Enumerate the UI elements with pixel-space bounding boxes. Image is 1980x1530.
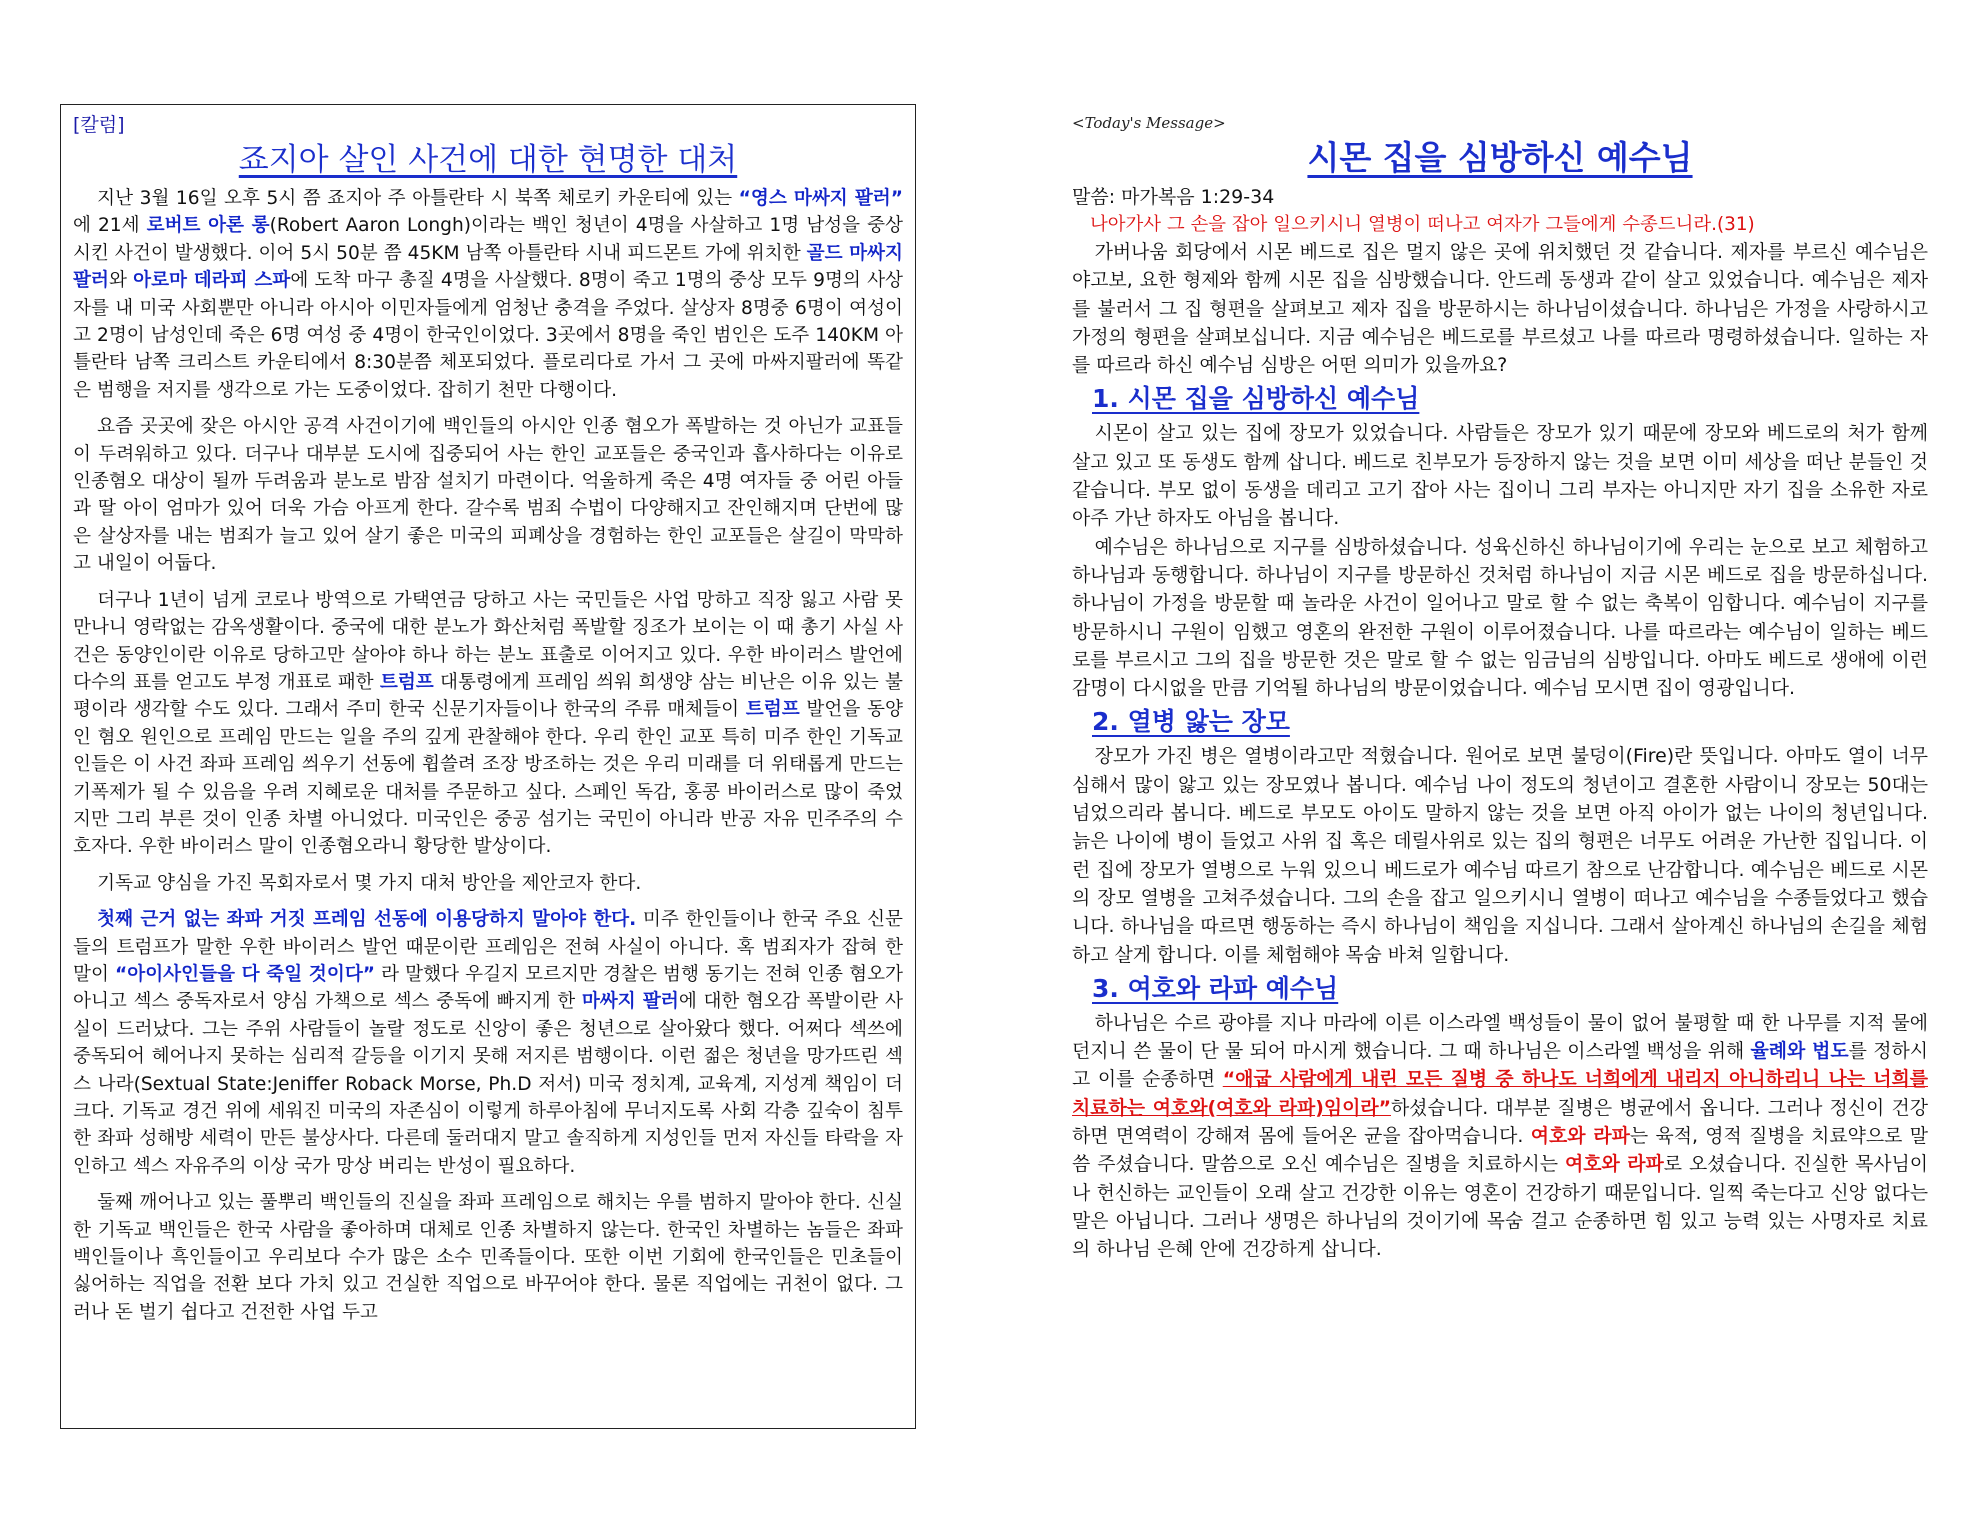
highlight-jehovah-rapha-2: 여호와 라파 bbox=[1564, 1153, 1664, 1176]
highlight-trump-2: 트럼프 bbox=[745, 699, 800, 721]
column-paragraph-1: 지난 3월 16일 오후 5시 쯤 죠지아 주 아틀란타 시 북쪽 체로키 카운티에 있는 “영스 마싸지 팔러” 에 21세 로버트 아론 롱(Robert Aaron Longh)이라는 백인 청년이 4명을 사살하고 1명 남성을 중상시킨 사건이 발생했다. 이어 5시 50분 쯤 45KM 남쪽 아틀란타 시내 피드몬트 가에 위치한 골드 마싸지 팔러와 아로마 데라피 스파에 도착 마구 총질 4명을 사살했다. 8명이 죽고 1명의 중상 모두 9명의 사상자를 내 미국 사회뿐만 아니라 아시아 이민자들에게 엄청난 충격을 주었다. 살상자 8명중 6명이 여성이고 2명이 남성인데 죽은 6명 여성 중 4명이 한국인이었다. 3곳에서 8명을 죽인 범인은 도주 140KM 아틀란타 남쪽 크리스트 카운티에서 8:30분쯤 체포되었다. 플로리다로 가서 그 곳에 마싸지팔러에 똑같은 범행을 저지를 생각으로 가는 도중이었다. 잡히기 천만 다행이다. bbox=[73, 188, 904, 401]
section-1-paragraph-2: 예수님은 하나님으로 지구를 심방하셨습니다. 성육신하신 하나님이기에 우리는 눈으로 보고 체험하고 하나님과 동행합니다. 하나님이 지구를 방문하신 것처럼 하나님이 지금 시몬 베드로 집을 방문하십니다. 하나님이 가정을 방문할 때 놀라운 사건이 일어나고 말로 할 수 없는 축복이 임합니다. 예수님이 지구를 방문하시니 구원이 임했고 영혼의 완전한 구원이 이루어졌습니다. 나를 따르라는 예수님이 일하는 베드로를 부르시고 그의 집을 방문한 것은 말로 할 수 없는 임금님의 심방입니다. 아마도 베드로 생애에 이런 감명이 다시없을 만큼 기억될 하나님의 방문이었습니다. 예수님 모시면 집이 영광입니다. bbox=[1072, 535, 1928, 700]
message-title: 시몬 집을 심방하신 예수님 bbox=[1307, 138, 1693, 177]
column-paragraph-2: 요즘 곳곳에 잦은 아시안 공격 사건이기에 백인들의 아시안 인종 혐오가 폭발하는 것 아닌가 교표들이 두려워하고 있다. 더구나 대부분 도시에 집중되어 사는 한인 교포들은 중국인과 흡사하다는 이유로 인종혐오 대상이 될까 두려움과 분노로 밤잠 설치기 마련이다. 억울하게 죽은 4명 여자들 중 어린 아들과 딸 아이 엄마가 있어 더욱 가슴 아프게 한다. 갈수록 범죄 수법이 다양해지고 잔인해지며 단번에 많은 살상자를 내는 범죄가 늘고 있어 살기 좋은 미국의 피폐상을 경험하는 한인 교포들은 살길이 막막하고 내일이 어둡다. bbox=[73, 416, 903, 575]
section-1-heading: 1. 시몬 집을 심방하신 예수님 bbox=[1092, 384, 1420, 414]
highlight-quote: “아이사인들을 다 죽일 것이다” bbox=[115, 963, 375, 985]
column-paragraph-6: 둘째 깨어나고 있는 풀뿌리 백인들의 진실을 좌파 프레임으로 해치는 우를 범하지 말아야 한다. 신실한 기독교 백인들은 한국 사람을 좋아하며 대체로 인종 차별하지 않는다. 한국인 차별하는 놈들은 좌파 백인들이나 흑인들이고 우리보다 수가 많은 소수 민족들이다. 또한 이번 기회에 한국인들은 민초들이 싫어하는 직업을 전환 보다 가치 있고 건실한 직업으로 바꾸어야 한다. 물론 직업에는 귀천이 없다. 그러나 돈 벌기 쉽다고 건전한 사업 두고 bbox=[73, 1192, 903, 1323]
column-title: 죠지아 살인 사건에 대한 현명한 대처 bbox=[238, 142, 738, 178]
message-body bbox=[1072, 184, 1928, 1264]
column-article bbox=[60, 104, 916, 1429]
right-page bbox=[1070, 0, 1930, 1530]
section-1-paragraph-1: 시몬이 살고 있는 집에 장모가 있었습니다. 사람들은 장모가 있기 때문에 장모와 베드로의 처가 함께 살고 있고 또 동생도 함께 삽니다. 베드로 친부모가 등장하지 않는 것을 보면 이미 세상을 떠난 분들인 것 같습니다. 부모 없이 동생을 데리고 고기 잡아 사는 집이니 그리 부자는 아니지만 자기 집을 소유한 자로 아주 가난 하자도 아님을 봅니다. bbox=[1072, 422, 1928, 530]
key-verse: 나아가사 그 손을 잡아 일으키시니 열병이 떠나고 여자가 그들에게 수종드니라.(31) bbox=[1090, 214, 1755, 235]
highlight-statutes: 율례와 법도 bbox=[1750, 1040, 1849, 1063]
todays-message-label: <Today's Message> bbox=[1072, 114, 1226, 132]
highlight-exodus-quote: “애굽 사람에게 내린 모든 질병 중 하나도 너희에게 내리지 아니하리니 나는 너희를 치료하는 여호와(여호와 라파)임이라” bbox=[1072, 1068, 1928, 1119]
section-2-paragraph: 장모가 가진 병은 열병이라고만 적혔습니다. 원어로 보면 불덩이(Fire)란 뜻입니다. 아마도 열이 너무 심해서 많이 앓고 있는 장모였나 봅니다. 예수님 나이 정도의 청년이고 결혼한 사람이니 장모는 50대는 넘었으리라 봅니다. 베드로 부모도 아이도 말하지 않는 것을 보면 아직 아이가 없는 나이의 청년입니다. 늙은 나이에 병이 들었고 사위 집 혹은 데릴사위로 있는 집의 형편은 너무도 어려운 가난한 집입니다. 이런 집에 장모가 열병으로 누워 있으니 베드로가 예수님 따르기 참으로 난감합니다. 예수님은 베드로 시몬의 장모 열병을 고쳐주셨습니다. 그의 손을 잡고 일으키시니 열병이 떠나고 예수님을 수종들었다고 했습니다. 하나님을 따르면 행동하는 즉시 하나님이 책임을 지십니다. 그래서 살아계신 하나님의 손길을 체험하고 살게 합니다. 이를 체험해야 목숨 바쳐 일합니다. bbox=[1072, 745, 1928, 966]
highlight-youngs-massage: “영스 마싸지 팔러” bbox=[738, 188, 903, 209]
highlight-trump-1: 트럼프 bbox=[379, 671, 434, 693]
highlight-gold-massage: 골드 마싸지 팔러 bbox=[73, 242, 903, 292]
section-2-heading: 2. 열병 앓는 장모 bbox=[1092, 707, 1290, 737]
highlight-massage-parlor: 마싸지 팔러 bbox=[581, 991, 679, 1013]
column-paragraph-5: 첫째 근거 없는 좌파 거짓 프레임 선동에 이용당하지 말아야 한다. 미주 한인들이나 한국 주요 신문들의 트럼프가 말한 우한 바이러스 발언 때문이란 프레임은 전혀 사실이 아니다. 혹 범죄자가 잡혀 한 말이 “아이사인들을 다 죽일 것이다” 라 말했다 우길지 모르지만 경찰은 범행 동기는 전혀 인종 혐오가 아니고 섹스 중독자로서 양심 가책으로 섹스 중독에 빠지게 한 마싸지 팔러에 대한 혐오감 폭발이란 사실이 드러났다. 그는 주위 사람들이 놀랄 정도로 신앙이 좋은 청년으로 살아왔다 했다. 어쩌다 섹쓰에 중독되어 헤어나지 못하는 심리적 갈등을 이기지 못해 저지른 범행이다. 이런 젊은 청년을 망가뜨린 섹스 나라(Sextual State:Jeniffer Roback Morse, Ph.D 저서) 미국 정치계, 교육계, 지성계 책임이 더 크다. 기독교 경건 위에 세워진 미국의 자존심이 이렇게 하루아침에 무너지도록 사회 각층 깊숙이 침투한 좌파 성해방 세력이 만든 불상사다. 다른데 둘러대지 말고 솔직하게 지성인들 먼저 자신들 타락을 자인하고 섹스 자유주의 이상 국가 망상 버리는 반성이 필요하다. bbox=[73, 909, 903, 1177]
left-page bbox=[60, 0, 918, 1530]
column-paragraph-3: 더구나 1년이 넘게 코로나 방역으로 가택연금 당하고 사는 국민들은 사업 망하고 직장 잃고 사람 못 만나니 영락없는 감옥생활이다. 중국에 대한 분노가 화산처럼 폭발할 징조가 보이는 이 때 총기 사실 사건은 동양인이란 이유로 당하고만 살아야 하나 하는 분노 표출로 이어지고 있다. 우한 바이러스 발언에 다수의 표를 얻고도 부정 개표로 패한 트럼프 대통령에게 프레임 씌워 희생양 삼는 비난은 이유 있는 불평이라 생각할 수도 있다. 그래서 주미 한국 신문기자들이나 한국의 주류 매체들이 트럼프 발언을 동양인 혐오 원인으로 프레임 만드는 일을 주의 깊게 관찰해야 한다. 우리 한인 교포 특히 미주 한인 기독교인들은 이 사건 좌파 프레임 씌우기 선동에 휩쓸려 조장 방조하는 것은 우리 미래를 더 위태롭게 만드는 기폭제가 될 수 있음을 우려 지혜로운 대처를 주문하고 싶다. 스페인 독감, 홍콩 바이러스로 많이 죽었지만 그리 부른 것이 인종 차별 아니었다. 미국인은 중공 섬기는 국민이 아니라 반공 자유 민주주의 수호자다. 우한 바이러스 말이 인종혐오라니 황당한 발상이다. bbox=[73, 589, 904, 858]
highlight-jehovah-rapha-1: 여호와 라파 bbox=[1530, 1125, 1630, 1148]
section-3-heading: 3. 여호와 라파 예수님 bbox=[1092, 973, 1339, 1003]
highlight-robert-aaron-long: 로버트 아론 롱 bbox=[146, 215, 270, 237]
column-tag: [칼럼] bbox=[73, 114, 125, 136]
column-paragraph-4: 기독교 양심을 가진 목회자로서 몇 가지 대처 방안을 제안코자 한다. bbox=[97, 872, 642, 894]
highlight-first-point: 첫째 근거 없는 좌파 거짓 프레임 선동에 이용당하지 말아야 한다. bbox=[97, 909, 637, 931]
highlight-aroma-spa: 아로마 데라피 스파 bbox=[133, 270, 291, 292]
scripture-reference: 말씀: 마가복음 1:29-34 bbox=[1072, 186, 1275, 208]
section-3-paragraph: 하나님은 수르 광야를 지나 마라에 이른 이스라엘 백성들이 물이 없어 불평할 때 한 나무를 지적 물에 던지니 쓴 물이 단 물 되어 마시게 했습니다. 그 때 하나님은 이스라엘 백성을 위해 율례와 법도를 정하시고 이를 순종하면 “애굽 사람에게 내린 모든 질병 중 하나도 너희에게 내리지 아니하리니 나는 너희를 치료하는 여호와(여호와 라파)임이라”하셨습니다. 대부분 질병은 병균에서 옵니다. 그러나 정신이 건강하면 면역력이 강해져 몸에 들어온 균을 잡아먹습니다. 여호와 라파는 육적, 영적 질병을 치료약으로 말씀 주셨습니다. 말씀으로 오신 예수님은 질병을 치료하시는 여호와 라파로 오셨습니다. 진실한 목사님이나 헌신하는 교인들이 오래 살고 건강한 이유는 영혼이 건강하기 때문입니다. 일찍 죽는다고 신앙 없다는 말은 아닙니다. 그러나 생명은 하나님의 것이기에 목숨 걸고 순종하면 힘 있고 능력 있는 사명자로 치료의 하나님 은혜 안에 건강하게 삽니다. bbox=[1072, 1011, 1929, 1261]
message-intro: 가버나움 회당에서 시몬 베드로 집은 멀지 않은 곳에 위치했던 것 같습니다. 제자를 부르신 예수님은 야고보, 요한 형제와 함께 시몬 집을 심방했습니다. 안드레 동생과 같이 살고 있었습니다. 예수님은 제자를 불러서 그 집 형편을 살펴보고 제자 집을 방문하시는 하나님이셨습니다. 하나님은 가정을 사랑하시고 가정의 형편을 살펴보십니다. 지금 예수님은 베드로를 부르셨고 나를 따르라 명령하셨습니다. 일하는 자를 따르라 하신 예수님 심방은 어떤 의미가 있을까요? bbox=[1072, 241, 1928, 377]
